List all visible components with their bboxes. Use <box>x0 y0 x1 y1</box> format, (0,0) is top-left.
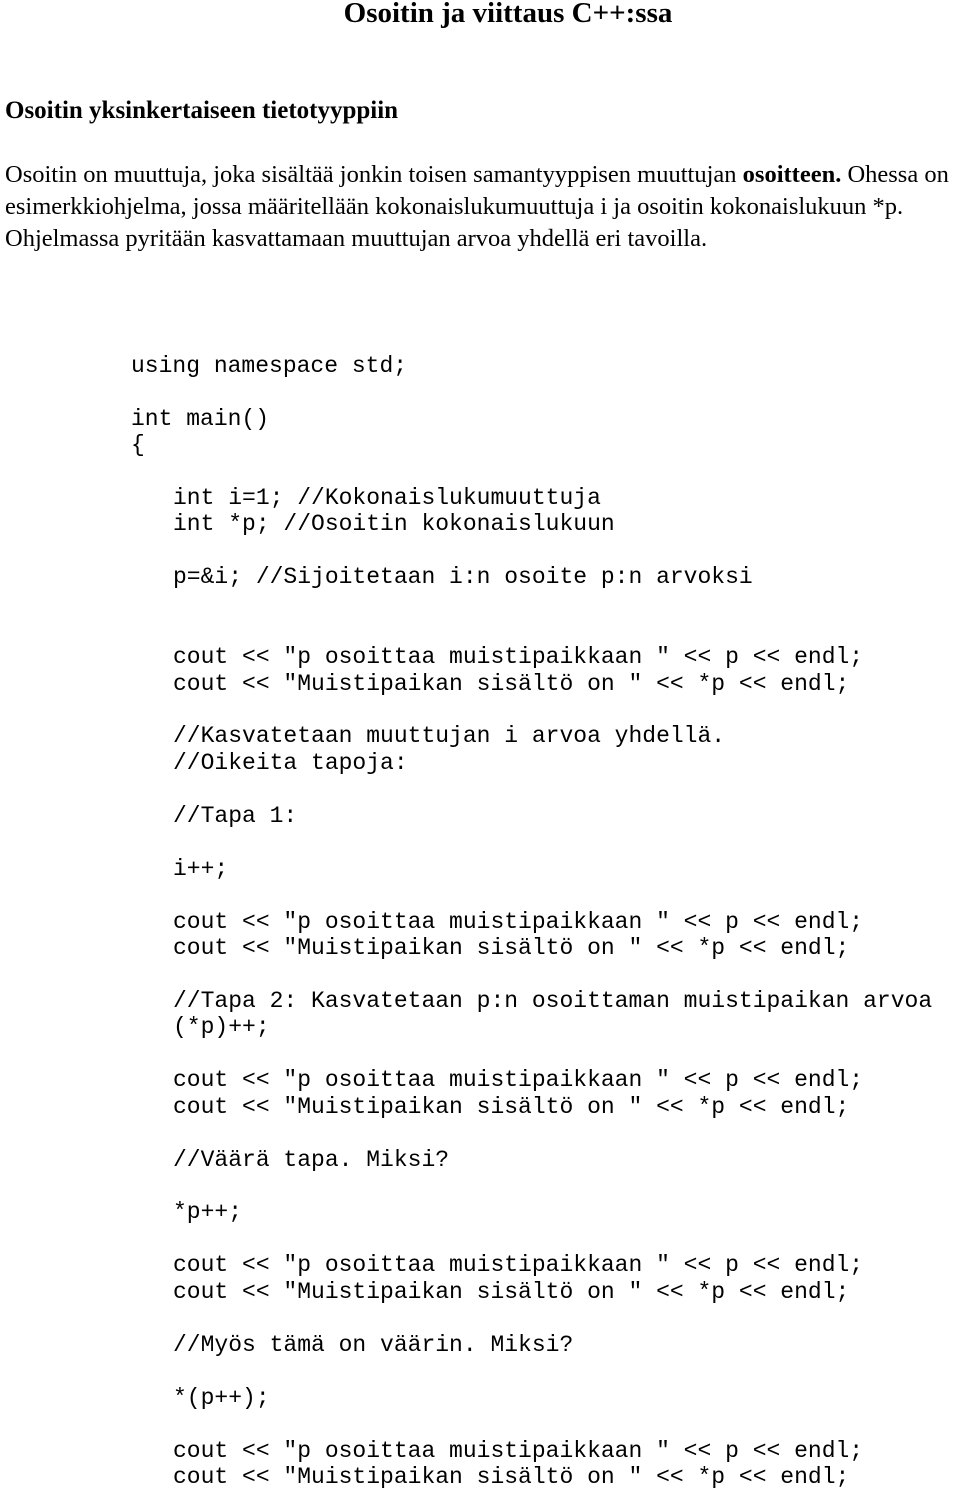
code-line: cout << "p osoittaa muistipaikkaan " << p << endl; <box>173 909 864 935</box>
code-line: using namespace std; <box>131 353 408 379</box>
code-line: //Tapa 1: <box>173 803 298 829</box>
code-line: int main() <box>131 406 270 432</box>
code-line: i++; <box>173 856 229 882</box>
code-line: (*p)++; <box>173 1014 270 1040</box>
code-line: //Myös tämä on väärin. Miksi? <box>173 1332 574 1358</box>
code-line: cout << "p osoittaa muistipaikkaan " << p << endl; <box>173 644 864 670</box>
code-line: cout << "p osoittaa muistipaikkaan " << p << endl; <box>173 1252 864 1278</box>
code-line: p=&i; //Sijoitetaan i:n osoite p:n arvoksi <box>173 564 753 590</box>
code-line: cout << "Muistipaikan sisältö on " << *p << endl; <box>173 1094 850 1120</box>
code-line: cout << "p osoittaa muistipaikkaan " << p << endl; <box>173 1438 864 1464</box>
code-line: *p++; <box>173 1199 243 1225</box>
code-line: cout << "Muistipaikan sisältö on " << *p << endl; <box>173 1279 850 1305</box>
page-title: Osoitin ja viittaus C++:ssa <box>343 0 673 29</box>
code-line: { <box>131 432 145 458</box>
intro-text-start: Osoitin on muuttuja, joka sisältää jonkin toisen samantyyppisen muuttujan <box>5 161 743 188</box>
code-line: cout << "p osoittaa muistipaikkaan " << p << endl; <box>173 1067 864 1093</box>
code-line: //Tapa 2: Kasvatetaan p:n osoittaman muistipaikan arvoa <box>173 988 933 1014</box>
code-line: *(p++); <box>173 1385 270 1411</box>
code-line: cout << "Muistipaikan sisältö on " << *p << endl; <box>173 671 850 697</box>
code-line: cout << "Muistipaikan sisältö on " << *p << endl; <box>173 935 850 961</box>
code-line: cout << "Muistipaikan sisältö on " << *p << endl; <box>173 1464 850 1490</box>
code-line: //Väärä tapa. Miksi? <box>173 1147 450 1173</box>
intro-text-rest: Ohessa on esimerkkiohjelma, jossa määritellään kokonaislukumuuttuja i ja osoitin kokonaislukuun *p. Ohjelmassa pyritään kasvattamaan muuttujan arvoa yhdellä eri tavoilla. <box>5 161 949 252</box>
intro-paragraph <box>5 159 955 255</box>
code-line: //Kasvatetaan muuttujan i arvoa yhdellä. <box>173 723 726 749</box>
code-line: int *p; //Osoitin kokonaislukuun <box>173 511 615 537</box>
intro-bold-term: osoitteen. <box>742 161 842 188</box>
code-line: //Oikeita tapoja: <box>173 750 408 776</box>
code-line: int i=1; //Kokonaislukumuuttuja <box>173 485 601 511</box>
section-heading: Osoitin yksinkertaiseen tietotyyppiin <box>5 97 399 124</box>
